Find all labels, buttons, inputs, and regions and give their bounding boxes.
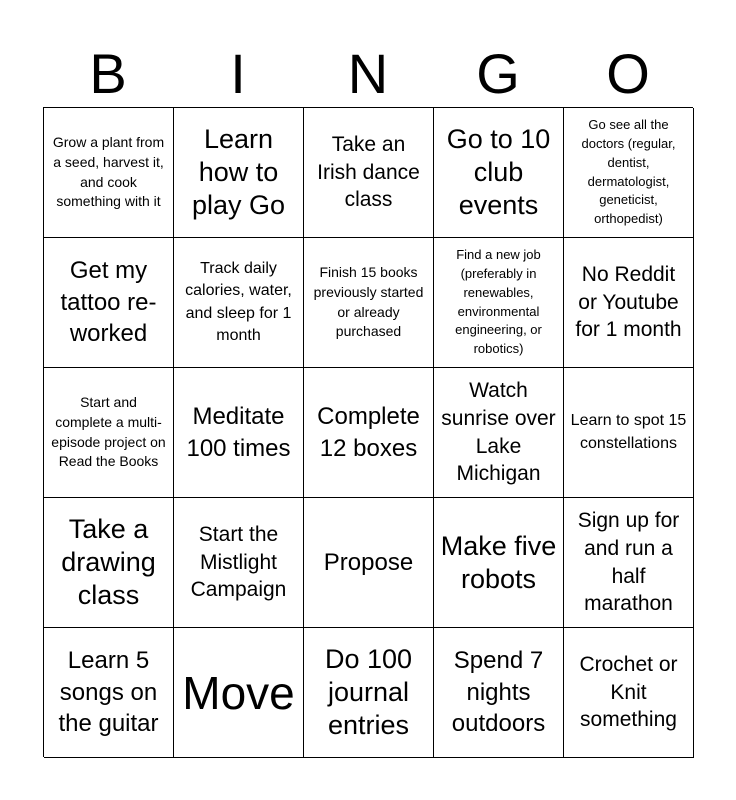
bingo-cell[interactable] [174, 238, 304, 368]
bingo-cell[interactable] [44, 368, 174, 498]
cell-text: Go see all the doctors (regular, dentist, dermatologist, geneticist, orthopedist) [581, 116, 676, 227]
cell-text: Sign up for and run a half marathon [577, 509, 680, 616]
header-letter-i: I [230, 42, 246, 105]
header-letter-n: N [347, 42, 389, 105]
header-letter-g: G [476, 42, 520, 105]
header-letter-o: O [606, 42, 650, 105]
bingo-cell[interactable] [44, 238, 174, 368]
cell-text: Complete 12 boxes [317, 402, 420, 462]
cell-text: Get my tattoo re-worked [60, 256, 157, 348]
cell-text: Start the Mistlight Campaign [190, 522, 287, 602]
bingo-cell[interactable] [44, 628, 174, 758]
bingo-cell[interactable] [564, 108, 694, 238]
cell-text: Crochet or Knit something [579, 652, 678, 732]
bingo-grid [43, 107, 693, 757]
bingo-cell[interactable] [44, 498, 174, 628]
bingo-cell[interactable] [174, 108, 304, 238]
cell-text: Learn 5 songs on the guitar [58, 646, 159, 738]
bingo-cell[interactable] [304, 498, 434, 628]
cell-text: No Reddit or Youtube for 1 month [575, 262, 682, 342]
bingo-cell[interactable] [44, 108, 174, 238]
bingo-cell[interactable] [564, 498, 694, 628]
cell-text: Find a new job (preferably in renewables, environmental engineering, or robotics) [455, 246, 542, 357]
bingo-cell[interactable] [304, 628, 434, 758]
bingo-cell[interactable] [304, 368, 434, 498]
bingo-cell[interactable] [434, 108, 564, 238]
bingo-cell[interactable] [434, 238, 564, 368]
bingo-cell[interactable] [174, 628, 304, 758]
bingo-cell[interactable] [564, 628, 694, 758]
cell-text: Move [182, 666, 295, 719]
cell-text: Learn to spot 15 constellations [570, 412, 687, 452]
cell-text: Finish 15 books previously started or already purchased [313, 263, 424, 340]
cell-text: Spend 7 nights outdoors [451, 646, 546, 738]
cell-text: Meditate 100 times [186, 402, 291, 462]
header-letter-b: B [89, 42, 127, 105]
bingo-cell[interactable] [174, 368, 304, 498]
cell-text: Take an Irish dance class [317, 132, 420, 212]
cell-text: Do 100 journal entries [324, 644, 413, 740]
bingo-cell[interactable] [434, 628, 564, 758]
bingo-cell[interactable] [564, 238, 694, 368]
cell-text: Grow a plant from a seed, harvest it, and cook something with it [52, 133, 165, 210]
bingo-cell[interactable] [564, 368, 694, 498]
bingo-cell[interactable] [174, 498, 304, 628]
bingo-cell[interactable] [304, 108, 434, 238]
bingo-cell[interactable] [434, 368, 564, 498]
cell-text: Make five robots [440, 530, 557, 594]
cell-text: Watch sunrise over Lake Michigan [441, 379, 556, 486]
cell-text: Go to 10 club events [446, 124, 551, 220]
bingo-cell[interactable] [304, 238, 434, 368]
cell-text: Propose [323, 548, 414, 576]
cell-text: Start and complete a multi-episode project on Read the Books [51, 393, 166, 470]
bingo-header [43, 40, 693, 108]
cell-text: Track daily calories, water, and sleep for 1 month [185, 259, 292, 344]
cell-text: Take a drawing class [61, 514, 156, 610]
cell-text: Learn how to play Go [191, 124, 286, 220]
bingo-cell[interactable] [434, 498, 564, 628]
